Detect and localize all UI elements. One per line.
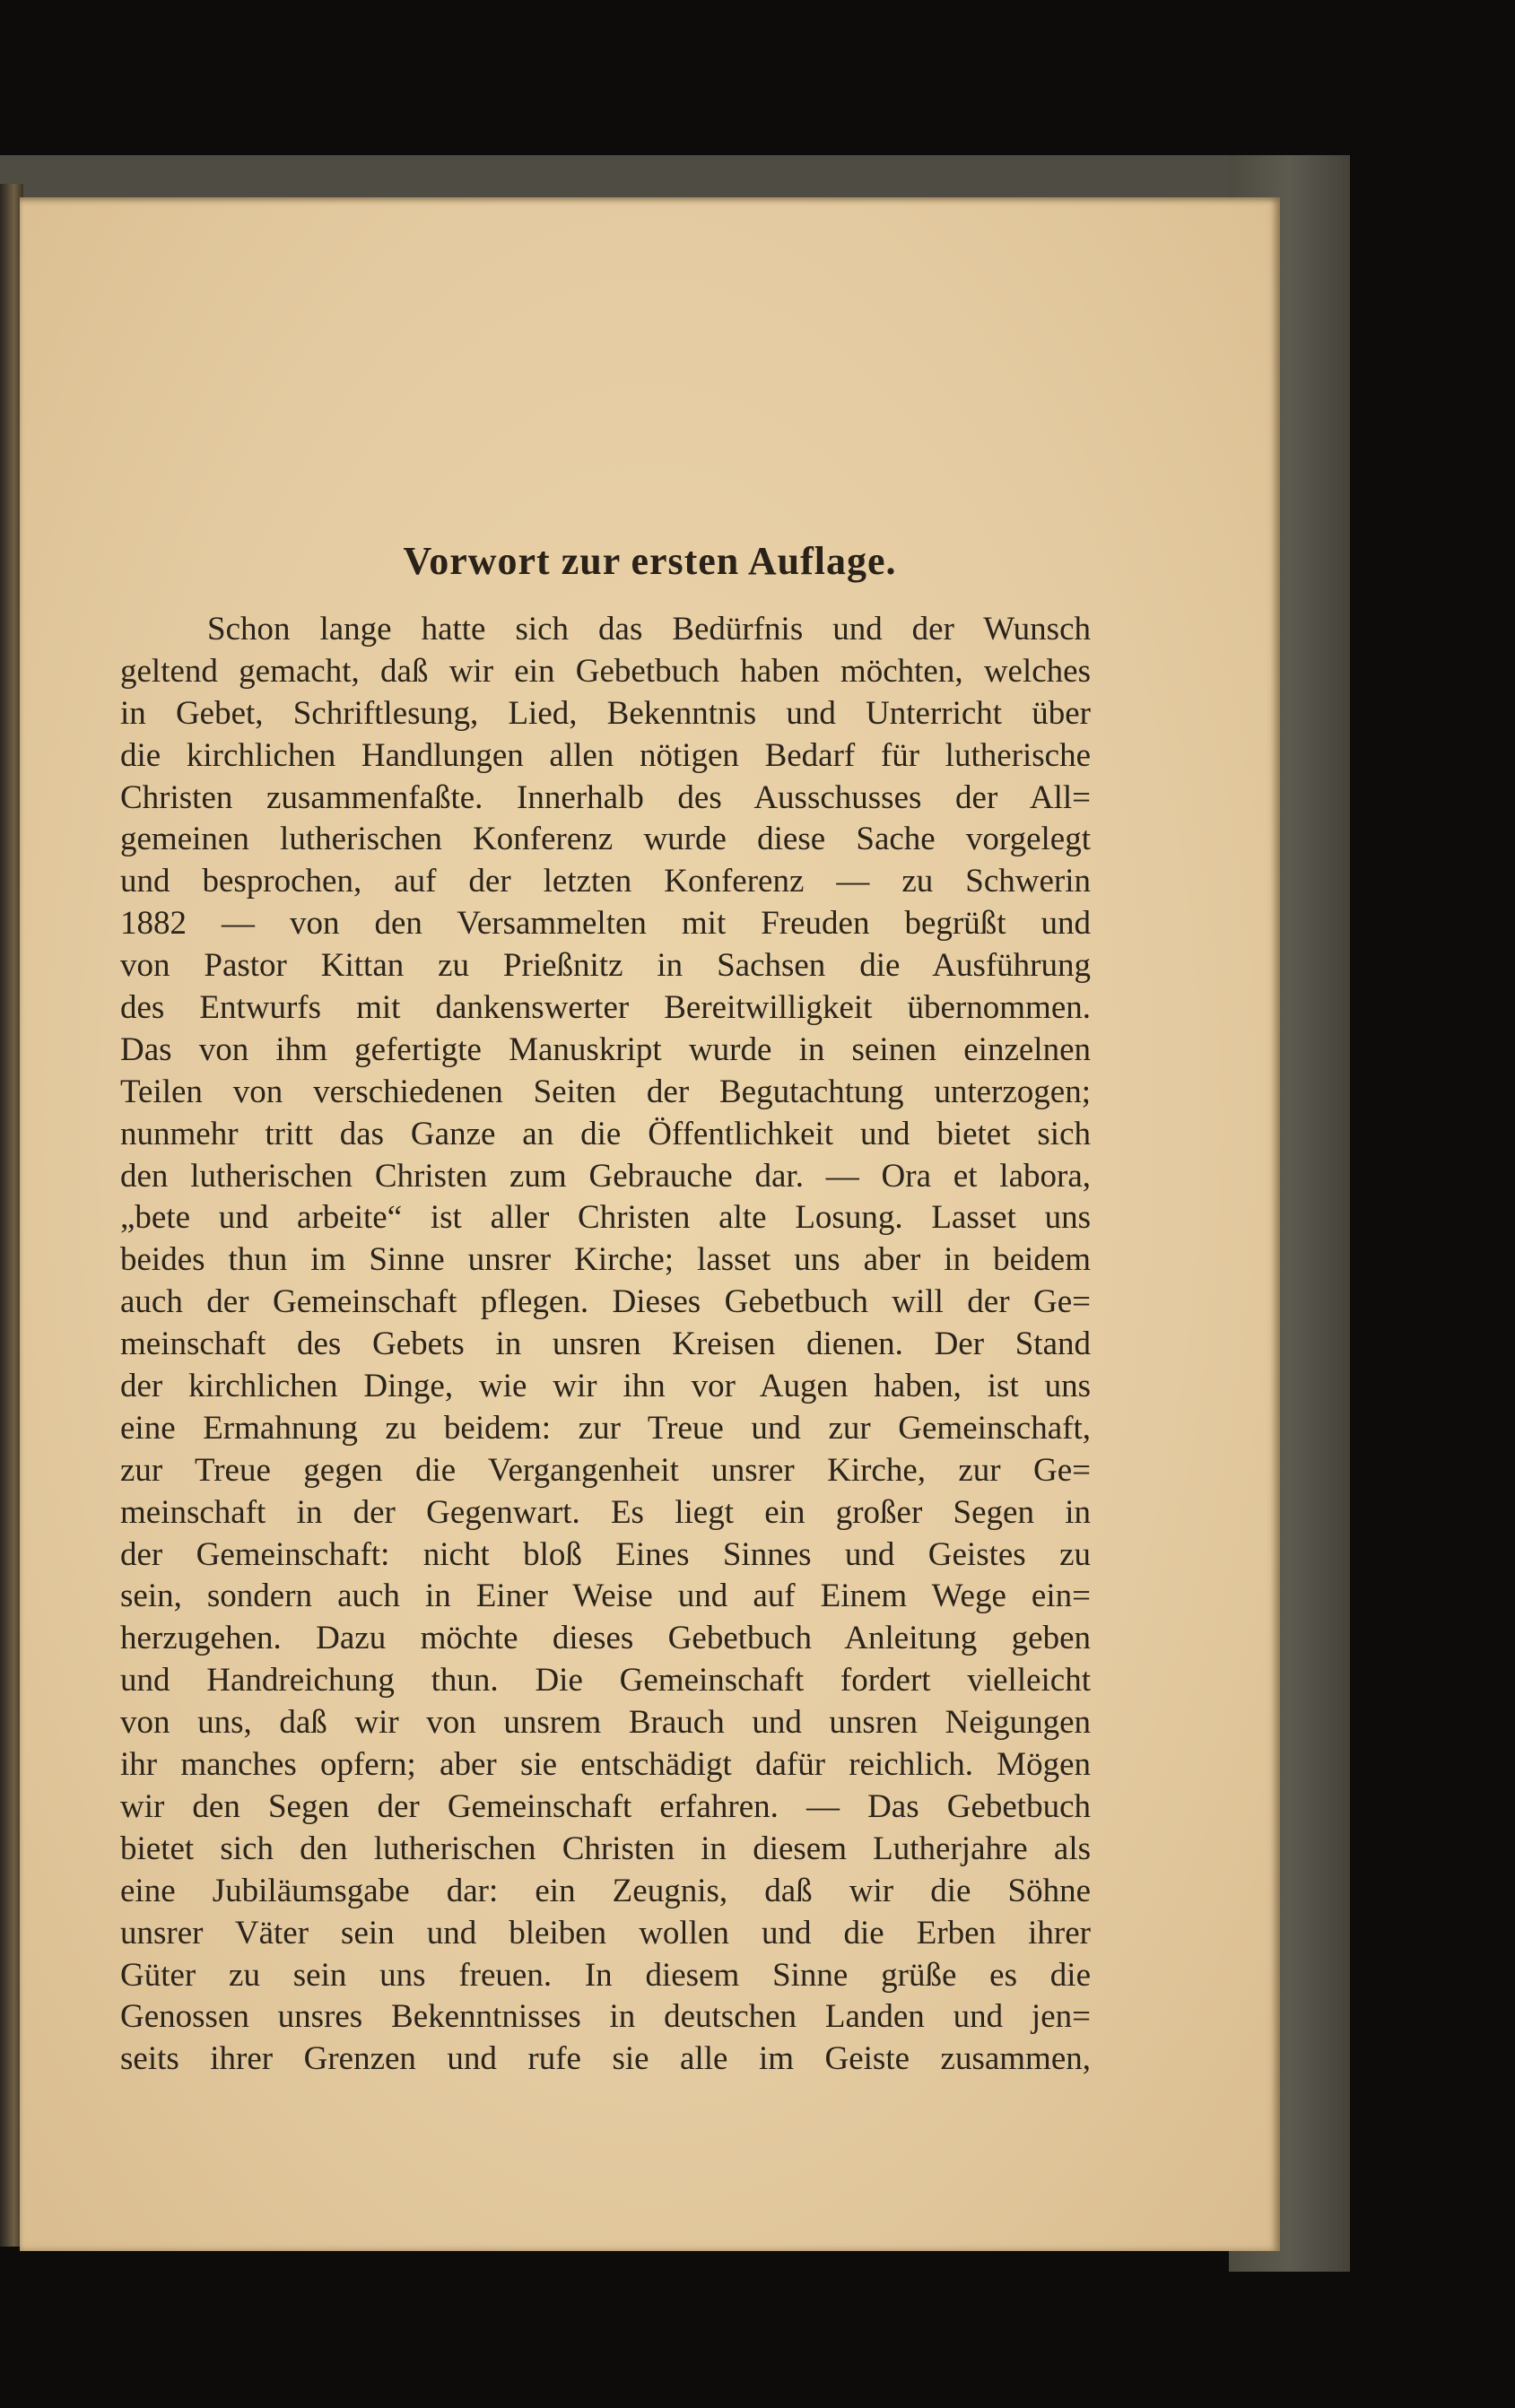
text-line: Schon lange hatte sich das Bedürfnis und der Wunsch	[207, 611, 1091, 648]
text-line: der kirchlichen Dinge, wie wir ihn vor Augen haben, ist uns	[120, 1368, 1091, 1405]
text-line: eine Ermahnung zu beidem: zur Treue und zur Gemeinschaft,	[120, 1409, 1091, 1447]
text-line: unsrer Väter sein und bleiben wollen und die Erben ihrer	[120, 1914, 1091, 1952]
text-line: auch der Gemeinschaft pflegen. Dieses Gebetbuch will der Ge=	[120, 1283, 1091, 1321]
text-line: des Entwurfs mit dankenswerter Bereitwilligkeit übernommen.	[120, 989, 1091, 1027]
text-line: und Handreichung thun. Die Gemeinschaft fordert vielleicht	[120, 1662, 1091, 1700]
text-line: der Gemeinschaft: nicht bloß Eines Sinnes und Geistes zu	[120, 1535, 1091, 1573]
text-line: eine Jubiläumsgabe dar: ein Zeugnis, daß wir die Söhne	[120, 1872, 1091, 1909]
text-line: Genossen unsres Bekenntnisses in deutschen Landen und jen=	[120, 1998, 1091, 2036]
text-line: seits ihrer Grenzen und rufe sie alle im Geiste zusammen,	[120, 2040, 1091, 2078]
text-line: Teilen von verschiedenen Seiten der Begutachtung unterzogen;	[120, 1073, 1091, 1110]
text-line: meinschaft des Gebets in unsren Kreisen dienen. Der Stand	[120, 1326, 1091, 1363]
text-line: ihr manches opfern; aber sie entschädigt dafür reichlich. Mögen	[120, 1746, 1091, 1784]
text-line: bietet sich den lutherischen Christen in diesem Lutherjahre als	[120, 1830, 1091, 1867]
page-title: Vorwort zur ersten Auflage.	[403, 539, 897, 583]
text-line: meinschaft in der Gegenwart. Es liegt ein großer Segen in	[120, 1493, 1091, 1531]
text-line: Christen zusammenfaßte. Innerhalb des Ausschusses der All=	[120, 778, 1091, 816]
text-line: „bete und arbeite“ ist aller Christen alte Losung. Lasset uns	[120, 1199, 1091, 1237]
text-line: sein, sondern auch in Einer Weise und auf Einem Wege ein=	[120, 1578, 1091, 1615]
body-text	[120, 609, 1091, 2081]
text-line: beides thun im Sinne unsrer Kirche; lasset uns aber in beidem	[120, 1241, 1091, 1279]
text-line: in Gebet, Schriftlesung, Lied, Bekenntnis und Unterricht über	[120, 694, 1091, 732]
text-line: geltend gemacht, daß wir ein Gebetbuch haben möchten, welches	[120, 652, 1091, 690]
text-line: die kirchlichen Handlungen allen nötigen Bedarf für lutherische	[120, 736, 1091, 774]
book-cover-top	[0, 155, 1350, 200]
text-line: Das von ihm gefertigte Manuskript wurde in seinen einzelnen	[120, 1030, 1091, 1068]
text-line: und besprochen, auf der letzten Konferenz — zu Schwerin	[120, 863, 1091, 900]
text-line: wir den Segen der Gemeinschaft erfahren. — Das Gebetbuch	[120, 1787, 1091, 1825]
text-line: nunmehr tritt das Ganze an die Öffentlichkeit und bietet sich	[120, 1115, 1091, 1152]
text-line: von Pastor Kittan zu Prießnitz in Sachsen die Ausführung	[120, 947, 1091, 985]
text-line: gemeinen lutherischen Konferenz wurde diese Sache vorgelegt	[120, 821, 1091, 858]
text-line: 1882 — von den Versammelten mit Freuden begrüßt und	[120, 905, 1091, 943]
text-line: von uns, daß wir von unsrem Brauch und unsren Neigungen	[120, 1704, 1091, 1742]
text-line: herzugehen. Dazu möchte dieses Gebetbuch Anleitung geben	[120, 1620, 1091, 1657]
text-line: zur Treue gegen die Vergangenheit unsrer Kirche, zur Ge=	[120, 1451, 1091, 1489]
text-line: den lutherischen Christen zum Gebrauche dar. — Ora et labora,	[120, 1157, 1091, 1195]
text-line: Güter zu sein uns freuen. In diesem Sinne grüße es die	[120, 1956, 1091, 1994]
